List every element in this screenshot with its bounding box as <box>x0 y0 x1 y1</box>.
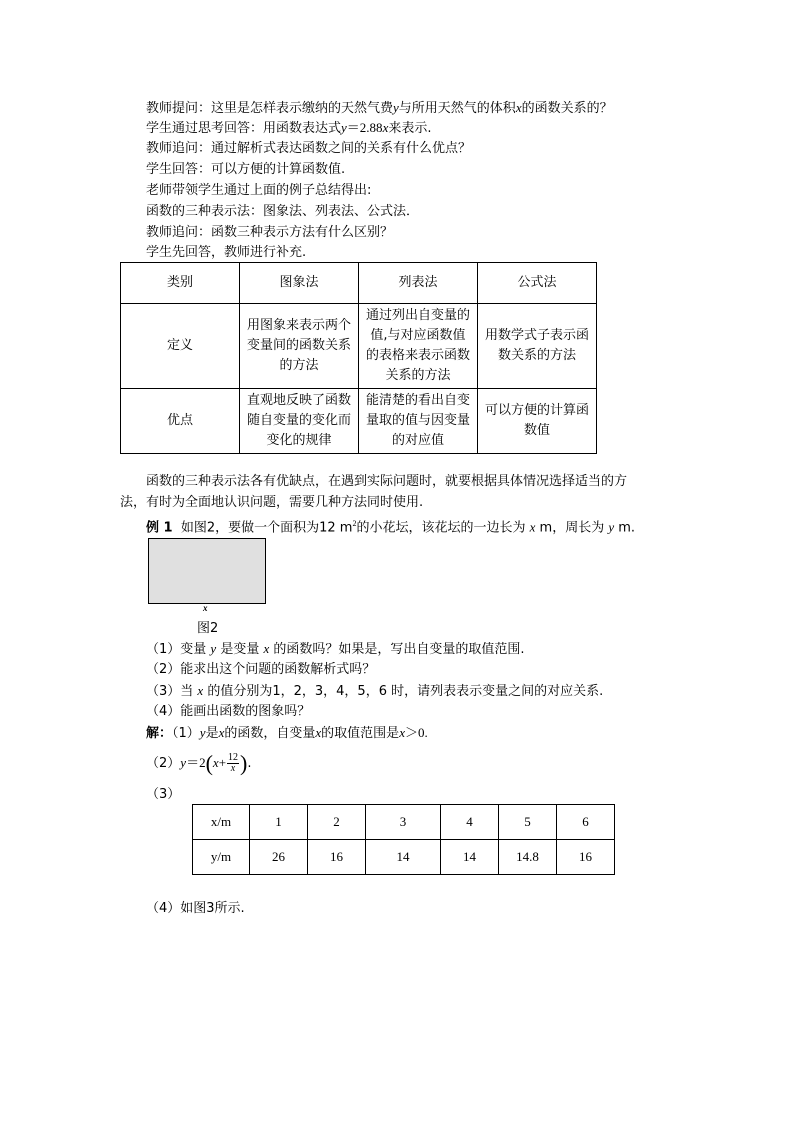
comparison-table <box>120 262 597 454</box>
table-row <box>121 389 597 454</box>
text: 是 <box>205 726 219 741</box>
text: 如图2，要做一个面积为12 m <box>180 520 353 536</box>
var-x: x <box>218 725 225 740</box>
table-cell: 26 <box>250 840 308 875</box>
text: （3）当 <box>146 684 194 699</box>
table-cell: 用图象来表示两个变量间的函数关系的方法 <box>240 304 359 389</box>
formula-part: ＝2.88 <box>346 120 383 135</box>
text: 的函数关系的？ <box>521 101 613 116</box>
figure-caption: 图2 <box>197 621 219 636</box>
text: 的函数吗？如果是，写出自变量的取值范围. <box>273 642 525 657</box>
table-cell: 14.8 <box>499 840 557 875</box>
right-paren: ) <box>240 750 248 776</box>
text: 来表示. <box>388 121 432 136</box>
table-cell: 16 <box>308 840 366 875</box>
table-header-cell: 类别 <box>121 263 240 304</box>
superscript: 2 <box>352 519 357 528</box>
text: （2） <box>146 756 181 771</box>
question-1 <box>146 640 525 658</box>
text: 的小花坛，该花坛的一边长为 <box>356 520 526 536</box>
text-line-6: 函数的三种表示法：图象法、列表法、公式法． <box>146 204 420 219</box>
var-x: x <box>197 683 204 698</box>
text-line-2 <box>146 119 431 137</box>
text: 与所用天然气的体积 <box>398 101 516 116</box>
text-line-1 <box>146 99 613 117</box>
paragraph-line-1: 函数的三种表示法各有优缺点，在遇到实际问题时，就要根据具体情况选择适当的方 <box>146 474 628 489</box>
text-line-3: 教师追问：通过解析式表达函数之间的关系有什么优点？ <box>146 141 472 156</box>
text: 是变量 <box>220 642 260 657</box>
table-cell: 4 <box>441 805 499 840</box>
text: （1）变量 <box>146 642 207 657</box>
table-cell: 能清楚的看出自变量取的值与因变量的对应值 <box>359 389 478 454</box>
solution-1 <box>146 724 428 742</box>
table-header-cell: 列表法 <box>359 263 478 304</box>
text-line-7: 教师追问：函数三种表示方法有什么区别？ <box>146 225 394 240</box>
text: . <box>247 756 252 771</box>
question-3 <box>146 682 603 700</box>
table-header-row <box>121 263 597 304</box>
var-y: y <box>199 725 206 740</box>
text-line-4: 学生回答：可以方便的计算函数值. <box>146 162 346 177</box>
table-header-cell: x/m <box>193 805 250 840</box>
table-cell: 2 <box>308 805 366 840</box>
table-row <box>121 304 597 389</box>
table-cell: 5 <box>499 805 557 840</box>
solution-2 <box>146 750 252 777</box>
text: 教师提问：这里是怎样表示缴纳的天然气费 <box>146 101 394 116</box>
example-label: 例 1 <box>146 520 173 536</box>
table-row <box>193 805 615 840</box>
flowerbed-rectangle <box>148 538 266 604</box>
table-cell: 14 <box>366 840 441 875</box>
table-cell: 3 <box>366 805 441 840</box>
var-y: y <box>210 641 217 656</box>
table-cell: 1 <box>250 805 308 840</box>
question-2: （2）能求出这个问题的函数解析式吗？ <box>146 662 376 677</box>
var-y: y <box>608 519 615 535</box>
table-header-cell: y/m <box>193 840 250 875</box>
table-cell: 优点 <box>121 389 240 454</box>
var-y: y <box>393 100 399 115</box>
var-x: x <box>399 725 405 740</box>
plus-sign: + <box>218 755 227 770</box>
question-4: （4）能画出函数的图象吗？ <box>146 704 311 719</box>
paragraph-line-2: 法，有时为全面地认识问题，需要几种方法同时使用. <box>120 495 424 510</box>
text: m，周长为 <box>539 520 605 536</box>
table-cell: 通过列出自变量的值,与对应函数值的表格来表示函数关系的方法 <box>359 304 478 389</box>
example-1 <box>146 515 635 536</box>
table-cell: 6 <box>557 805 615 840</box>
text: 的函数，自变量 <box>224 726 316 741</box>
var-y: y <box>341 120 347 135</box>
fraction-denominator: x <box>230 763 236 774</box>
fraction-numerator: 12 <box>228 752 239 763</box>
table-row <box>193 840 615 875</box>
var-x: x <box>212 755 219 770</box>
table-header-cell: 图象法 <box>240 263 359 304</box>
text: m. <box>618 520 636 536</box>
text: ＞0. <box>404 725 428 740</box>
table-cell: 14 <box>441 840 499 875</box>
table-cell: 可以方便的计算函数值 <box>478 389 597 454</box>
solution-4: （4）如图3所示. <box>146 901 245 916</box>
var-x: x <box>315 725 322 740</box>
var-x: x <box>529 519 536 535</box>
formula-part: ＝2 <box>186 755 206 770</box>
text: （1） <box>172 726 200 741</box>
text-line-8: 学生先回答，教师进行补充. <box>146 245 307 260</box>
table-cell: 直观地反映了函数随自变量的变化而变化的规律 <box>240 389 359 454</box>
figure-x-label: x <box>203 603 208 613</box>
text: 的值分别为1，2，3，4，5，6 时，请列表表示变量之间的对应关系. <box>207 684 604 699</box>
var-y: y <box>180 755 187 770</box>
text-line-5: 老师带领学生通过上面的例子总结得出: <box>146 183 372 198</box>
table-cell: 16 <box>557 840 615 875</box>
data-table <box>192 804 615 875</box>
text: 学生通过思考回答：用函数表达式 <box>146 121 342 136</box>
solution-3-label: （3） <box>146 787 181 802</box>
table-cell: 定义 <box>121 304 240 389</box>
solution-label: 解： <box>146 726 173 741</box>
fraction <box>227 753 239 774</box>
var-x: x <box>382 120 389 135</box>
left-paren: ( <box>205 750 213 776</box>
var-x: x <box>263 641 270 656</box>
table-header-cell: 公式法 <box>478 263 597 304</box>
text: 的取值范围是 <box>321 726 400 741</box>
var-x: x <box>515 100 522 115</box>
table-cell: 用数学式子表示函数关系的方法 <box>478 304 597 389</box>
